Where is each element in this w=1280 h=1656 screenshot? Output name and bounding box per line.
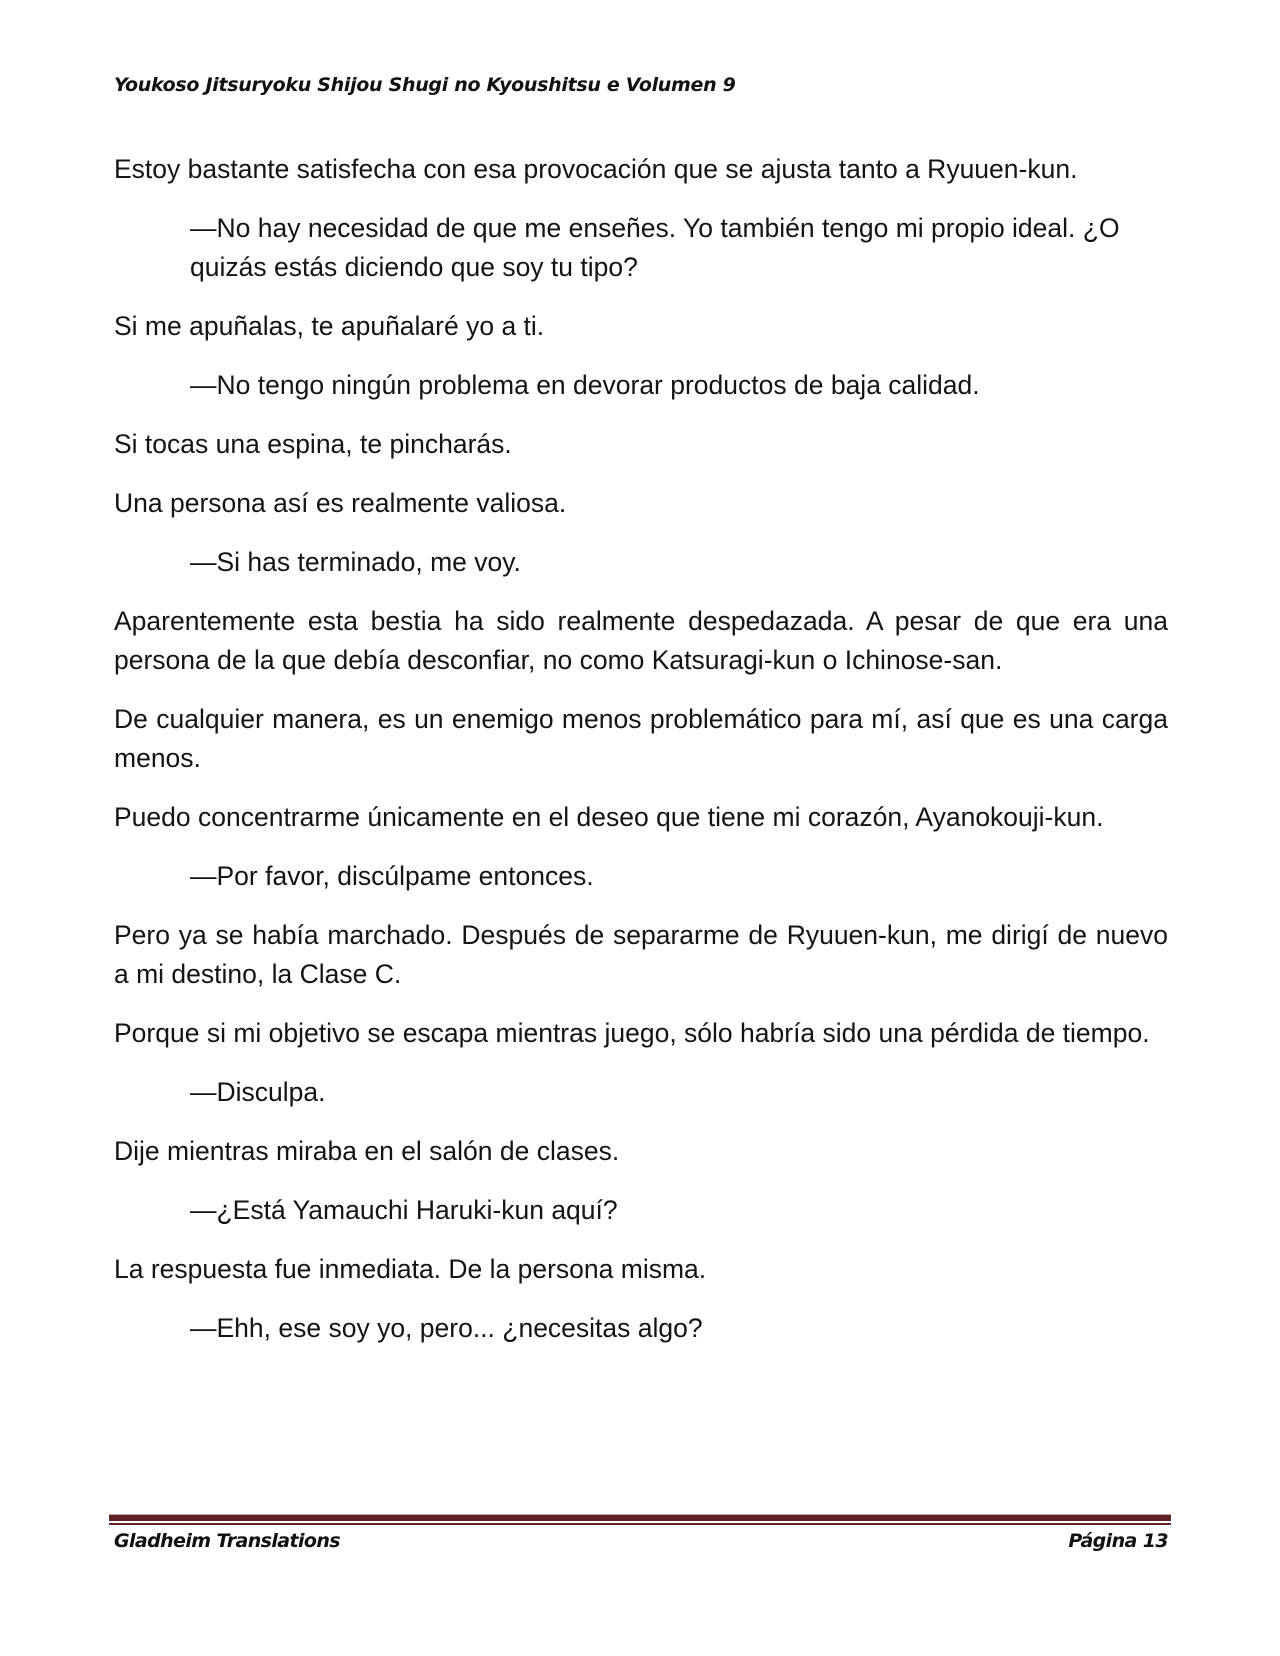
paragraph-dialogue: —Si has terminado, me voy. [190, 547, 521, 577]
paragraph-narration: Estoy bastante satisfecha con esa provocación que se ajusta tanto a Ryuuen-kun. [114, 154, 1078, 184]
paragraph-dialogue: —Ehh, ese soy yo, pero... ¿necesitas algo? [190, 1313, 703, 1343]
page-body [114, 150, 1168, 1368]
footer-divider-thin [109, 1523, 1171, 1525]
paragraph-dialogue: —Disculpa. [190, 1077, 326, 1107]
footer-page-number: Página 13 [1068, 1530, 1168, 1552]
footer-divider-thick [109, 1514, 1171, 1521]
paragraph-narration: La respuesta fue inmediata. De la persona misma. [114, 1254, 707, 1284]
paragraph-narration: Porque si mi objetivo se escapa mientras juego, sólo habría sido una pérdida de tiempo. [114, 1018, 1150, 1048]
paragraph-narration: Si tocas una espina, te pincharás. [114, 429, 512, 459]
paragraph-dialogue: —¿Está Yamauchi Haruki-kun aquí? [190, 1195, 618, 1225]
paragraph-dialogue: —Por favor, discúlpame entonces. [190, 861, 594, 891]
paragraph-narration: Si me apuñalas, te apuñalaré yo a ti. [114, 311, 545, 341]
footer-credit: Gladheim Translations [114, 1530, 340, 1552]
paragraph-narration: De cualquier manera, es un enemigo menos problemático para mí, así que es una carga menos. [114, 704, 1168, 773]
paragraph-dialogue: —No tengo ningún problema en devorar productos de baja calidad. [190, 370, 980, 400]
paragraph-narration: Aparentemente esta bestia ha sido realmente despedazada. A pesar de que era una persona de la que debía desconfiar, no como Katsuragi-kun o Ichinose-san. [114, 606, 1168, 675]
paragraph-dialogue: —No hay necesidad de que me enseñes. Yo también tengo mi propio ideal. ¿O quizás estás diciendo que soy tu tipo? [190, 213, 1120, 282]
paragraph-narration: Una persona así es realmente valiosa. [114, 488, 567, 518]
running-header-title: Youkoso Jitsuryoku Shijou Shugi no Kyoushitsu e Volumen 9 [114, 74, 736, 96]
paragraph-narration: Dije mientras miraba en el salón de clases. [114, 1136, 620, 1166]
footer-divider [109, 1514, 1171, 1525]
paragraph-narration: Pero ya se había marchado. Después de separarme de Ryuuen-kun, me dirigí de nuevo a mi destino, la Clase C. [114, 920, 1168, 989]
paragraph-narration: Puedo concentrarme únicamente en el deseo que tiene mi corazón, Ayanokouji-kun. [114, 802, 1104, 832]
